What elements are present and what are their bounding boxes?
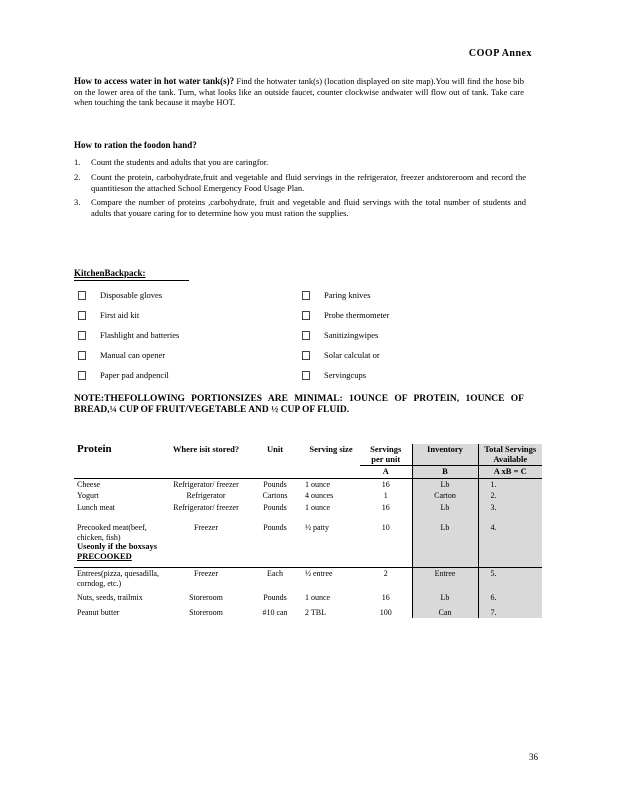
cell-per: 16 bbox=[381, 502, 390, 512]
list-text: Compare the number of proteins ,carbohydrate, fruit and vegetable and fluid servings with the total number of students and adults that youare caring for to determine how you must ration the supplies. bbox=[91, 197, 526, 219]
precooked-label: PRECOOKED bbox=[77, 550, 132, 561]
cell-total: 7. bbox=[478, 607, 542, 619]
checklist-item[interactable] bbox=[78, 310, 179, 320]
checklist-item[interactable] bbox=[78, 330, 179, 340]
list-number: 2. bbox=[74, 171, 81, 182]
checkbox-icon[interactable] bbox=[78, 291, 86, 300]
list-text: Count the protein, carbohydrate,fruit and vegetable and fluid servings in the refrigerator, freezer andstoreroom and record the quantitieson the attached School Emergency Food Usage Plan. bbox=[91, 171, 526, 193]
cell-where: Storeroom bbox=[189, 593, 223, 602]
list-item bbox=[74, 157, 526, 168]
cell-size: 1 ounce bbox=[305, 502, 331, 512]
checklist-label: Solar calculat or bbox=[324, 350, 380, 360]
cell-per: 1 bbox=[383, 491, 388, 500]
kitchen-list-right bbox=[302, 290, 389, 380]
checkbox-icon[interactable] bbox=[302, 351, 310, 360]
checklist-item[interactable] bbox=[302, 350, 389, 360]
table-subheader-row bbox=[74, 466, 542, 479]
cell-inventory: Lb bbox=[412, 502, 478, 523]
cell-where: Refrigerator/ freezer bbox=[173, 502, 239, 512]
cell-total: 3. bbox=[478, 502, 542, 523]
precooked-note: Useonly if the boxsays bbox=[77, 541, 158, 551]
table-header-row bbox=[74, 444, 542, 466]
protein-table bbox=[74, 444, 542, 618]
cell-per: 16 bbox=[381, 593, 390, 602]
col-header-serving: Serving size bbox=[309, 444, 353, 454]
col-header-total: Total Servings Available bbox=[478, 444, 542, 466]
cell-size: 1 ounce bbox=[305, 593, 331, 602]
checklist-item[interactable] bbox=[302, 330, 389, 340]
cell-inventory: Lb bbox=[412, 592, 478, 607]
ration-list bbox=[74, 157, 526, 223]
cell-item: Lunch meat bbox=[77, 502, 115, 512]
col-header-protein: Protein bbox=[77, 443, 112, 455]
checklist-item[interactable] bbox=[302, 370, 389, 380]
page-number: 36 bbox=[529, 752, 538, 762]
checklist-label: Servingcups bbox=[324, 370, 367, 380]
checklist-label: Probe thermometer bbox=[324, 310, 390, 320]
table-row bbox=[74, 592, 542, 607]
checklist-label: Paper pad andpencil bbox=[100, 370, 169, 380]
table-row bbox=[74, 502, 542, 523]
cell-unit: #10 can bbox=[262, 607, 288, 617]
cell-where: Refrigerator bbox=[186, 491, 226, 500]
checkbox-icon[interactable] bbox=[78, 311, 86, 320]
cell-item: Peanut butter bbox=[77, 607, 120, 617]
checklist-label: Paring knives bbox=[324, 290, 371, 300]
col-header-where: Where isit stored? bbox=[172, 444, 240, 454]
access-heading: How to access water in hot water tank(s)? bbox=[74, 76, 235, 86]
cell-per: 2 bbox=[360, 568, 412, 593]
checkbox-icon[interactable] bbox=[302, 371, 310, 380]
cell-inventory: Lb bbox=[412, 522, 478, 568]
list-item bbox=[74, 197, 526, 219]
cell-where: Freezer bbox=[164, 568, 248, 593]
checkbox-icon[interactable] bbox=[302, 311, 310, 320]
checklist-item[interactable] bbox=[302, 290, 389, 300]
list-number: 3. bbox=[74, 197, 81, 208]
cell-total: 1. bbox=[478, 478, 542, 490]
cell-total: 6. bbox=[478, 592, 542, 607]
cell-item: Nuts, seeds, trailmix bbox=[77, 593, 143, 602]
cell-size: ½ entree bbox=[302, 568, 360, 593]
checkbox-icon[interactable] bbox=[302, 291, 310, 300]
ration-heading: How to ration the foodon hand? bbox=[74, 140, 197, 150]
cell-unit: Pounds bbox=[263, 593, 287, 602]
cell-item: Entrees(pizza, quesadilla, corndog, etc.) bbox=[74, 568, 164, 593]
heading-rule bbox=[74, 280, 189, 281]
col-header-inventory: Inventory bbox=[412, 444, 478, 466]
list-item bbox=[74, 172, 526, 194]
table-row bbox=[74, 522, 542, 568]
checklist-item[interactable] bbox=[78, 350, 179, 360]
cell-item: Yogurt bbox=[77, 491, 99, 500]
checklist-label: Sanitizingwipes bbox=[324, 330, 379, 340]
checklist-label: Manual can opener bbox=[100, 350, 166, 360]
cell-item: Precooked meat(beef, chicken, fish) bbox=[77, 523, 147, 542]
cell-unit: Pounds bbox=[263, 502, 287, 512]
checklist-item[interactable] bbox=[78, 370, 179, 380]
cell-unit: Pounds bbox=[263, 523, 287, 532]
checklist-item[interactable] bbox=[78, 290, 179, 300]
table-row bbox=[74, 490, 542, 502]
cell-size: 2 TBL bbox=[305, 607, 326, 617]
cell-where: Freezer bbox=[194, 523, 218, 532]
cell-item: Cheese bbox=[74, 478, 164, 490]
checkbox-icon[interactable] bbox=[78, 351, 86, 360]
table-row bbox=[74, 568, 542, 593]
kitchen-backpack-heading: KitchenBackpack: bbox=[74, 268, 146, 278]
cell-unit: Cartons bbox=[262, 491, 288, 500]
cell-total: 2. bbox=[478, 490, 542, 502]
cell-size: 4 ounces bbox=[305, 491, 334, 500]
checklist-label: Flashlight and batteries bbox=[100, 330, 180, 340]
cell-size: ½ patty bbox=[305, 523, 329, 532]
list-number: 1. bbox=[74, 157, 81, 167]
col-b-label: B bbox=[412, 466, 478, 479]
col-c-label: A xB = C bbox=[478, 466, 542, 479]
checklist-item[interactable] bbox=[302, 310, 389, 320]
cell-inventory: Entree bbox=[412, 568, 478, 593]
cell-total: 5. bbox=[478, 568, 542, 593]
cell-per: 100 bbox=[379, 607, 392, 617]
cell-size: 1 ounce bbox=[302, 478, 360, 490]
checkbox-icon[interactable] bbox=[302, 331, 310, 340]
checkbox-icon[interactable] bbox=[78, 331, 86, 340]
cell-unit: Pounds bbox=[248, 478, 302, 490]
cell-inventory: Carton bbox=[412, 490, 478, 502]
cell-total: 4. bbox=[478, 522, 542, 568]
table-row bbox=[74, 478, 542, 490]
col-header-unit: Unit bbox=[266, 444, 284, 454]
cell-inventory: Can bbox=[412, 607, 478, 619]
cell-inventory: Lb bbox=[412, 478, 478, 490]
cell-per: 10 bbox=[381, 523, 390, 532]
cell-per: 16 bbox=[360, 478, 412, 490]
page-header: COOP Annex bbox=[468, 48, 532, 59]
access-body: Find the hotwater tank(s) (location displayed on site map).You will find the hose bib on the lower area of the tank. Turn, what looks like an outside faucet, counter clockwise andwater will flow out of tank. Take care when touching the tank because it maybe HOT. bbox=[74, 76, 524, 108]
col-header-per-unit: Servings per unit bbox=[370, 444, 402, 464]
table-row bbox=[74, 607, 542, 619]
cell-where: Refrigerator/ freezer bbox=[164, 478, 248, 490]
checkbox-icon[interactable] bbox=[78, 371, 86, 380]
cell-unit: Each bbox=[248, 568, 302, 593]
list-text: Count the students and adults that you are caringfor. bbox=[91, 157, 269, 167]
portion-note: NOTE:THEFOLLOWING PORTIONSIZES ARE MINIMAL: 1OUNCE OF PROTEIN, 1OUNCE OF BREAD,¼ CUP OF FRUIT/VEGETABLE AND ½ CUP OF FLUID. bbox=[74, 394, 524, 415]
col-a-label: A bbox=[360, 466, 412, 479]
kitchen-list-left bbox=[78, 290, 179, 380]
checklist-label: First aid kit bbox=[100, 310, 140, 320]
access-paragraph bbox=[74, 76, 524, 108]
checklist-label: Disposable gloves bbox=[100, 290, 163, 300]
cell-where: Storeroom bbox=[189, 607, 223, 617]
